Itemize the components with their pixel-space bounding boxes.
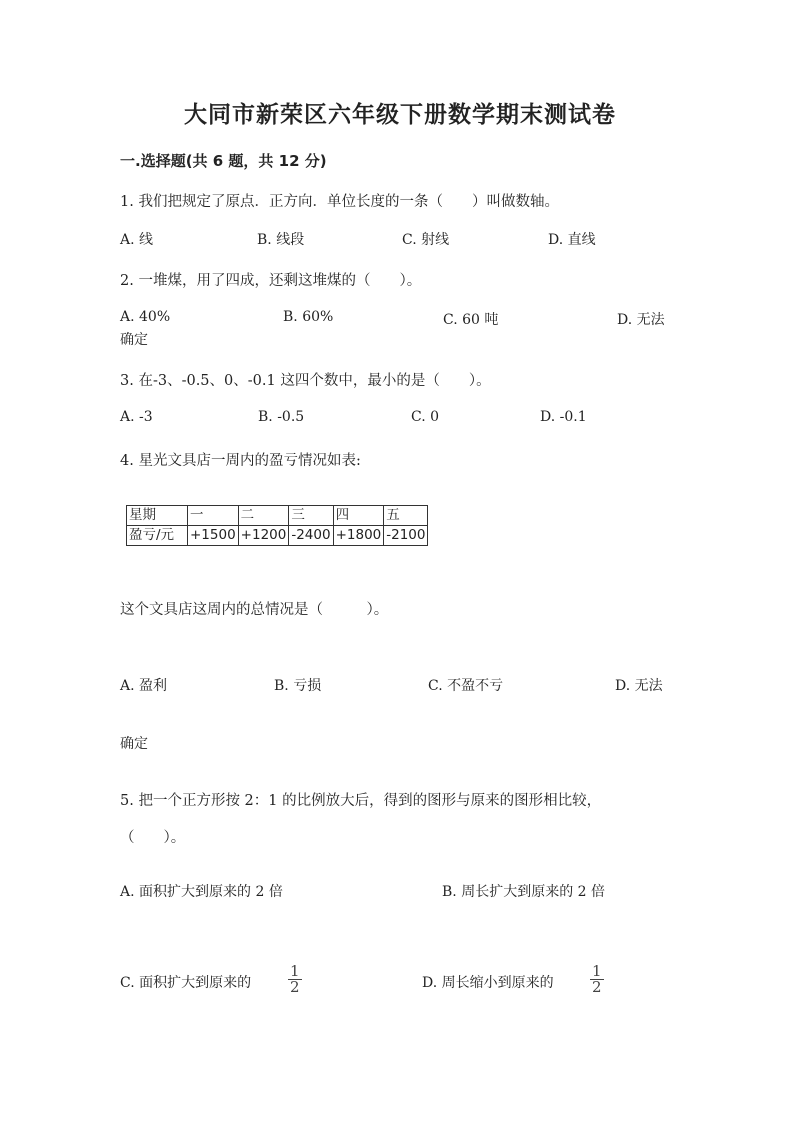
- table-row: [127, 506, 428, 526]
- fraction-numerator: 1: [592, 962, 602, 980]
- fraction-numerator: 1: [290, 962, 300, 980]
- profit-loss-table: [126, 505, 428, 546]
- q4-option-b: B. 亏损: [274, 678, 322, 694]
- q1-option-d: D. 直线: [548, 232, 596, 248]
- q2-option-d-wrap: 确定: [120, 332, 148, 348]
- table-cell: -2100: [384, 526, 428, 546]
- q3-option-b: B. -0.5: [258, 409, 305, 425]
- q3-option-d: D. -0.1: [540, 409, 587, 425]
- table-cell: 三: [289, 506, 333, 526]
- table-cell: 四: [333, 506, 384, 526]
- q3-option-a: A. -3: [120, 409, 153, 425]
- question-1-text: 1. 我们把规定了原点．正方向．单位长度的一条（ ）叫做数轴。: [120, 194, 559, 210]
- page-title: 大同市新荣区六年级下册数学期末测试卷: [184, 102, 616, 128]
- table-cell: +1200: [238, 526, 289, 546]
- table-cell: 一: [188, 506, 239, 526]
- q5-option-c: C. 面积扩大到原来的: [120, 975, 252, 991]
- table-cell: +1800: [333, 526, 384, 546]
- q2-option-a: A. 40%: [120, 309, 171, 325]
- question-4-subtext: 这个文具店这周内的总情况是（ ）。: [120, 602, 389, 618]
- q5-option-d: D. 周长缩小到原来的: [422, 975, 554, 991]
- q1-option-a: A. 线: [120, 232, 154, 248]
- question-5-text-continued: （ ）。: [120, 830, 186, 846]
- question-2-text: 2. 一堆煤，用了四成，还剩这堆煤的（ ）。: [120, 273, 422, 289]
- question-5-text: 5. 把一个正方形按 2：1 的比例放大后，得到的图形与原来的图形相比较，: [120, 793, 602, 809]
- table-cell: -2400: [289, 526, 333, 546]
- table-cell: 二: [238, 506, 289, 526]
- q4-option-d-wrap: 确定: [120, 736, 148, 752]
- q2-option-d: D. 无法: [617, 312, 665, 328]
- question-4-text: 4. 星光文具店一周内的盈亏情况如表:: [120, 453, 361, 469]
- table-row: [127, 526, 428, 546]
- q2-option-c: C. 60 吨: [443, 312, 499, 328]
- fraction-denominator: 2: [592, 978, 602, 996]
- q1-option-c: C. 射线: [402, 232, 450, 248]
- q3-option-c: C. 0: [411, 409, 440, 425]
- q1-option-b: B. 线段: [257, 232, 305, 248]
- q5-option-c-fraction: [288, 964, 302, 995]
- table-cell: +1500: [188, 526, 239, 546]
- q5-option-d-fraction: [590, 964, 604, 995]
- q4-option-d: D. 无法: [615, 678, 663, 694]
- table-cell: 盈亏/元: [127, 526, 188, 546]
- q4-option-a: A. 盈利: [120, 678, 168, 694]
- q2-option-b: B. 60%: [283, 309, 334, 325]
- table-cell: 星期: [127, 506, 188, 526]
- table-cell: 五: [384, 506, 428, 526]
- q4-option-c: C. 不盈不亏: [428, 678, 504, 694]
- q5-option-b: B. 周长扩大到原来的 2 倍: [442, 884, 605, 900]
- q5-option-a: A. 面积扩大到原来的 2 倍: [120, 884, 283, 900]
- question-3-text: 3. 在-3、-0.5、0、-0.1 这四个数中，最小的是（ ）。: [120, 373, 491, 389]
- section-heading: 一.选择题(共 6 题，共 12 分): [120, 152, 327, 170]
- fraction-denominator: 2: [290, 978, 300, 996]
